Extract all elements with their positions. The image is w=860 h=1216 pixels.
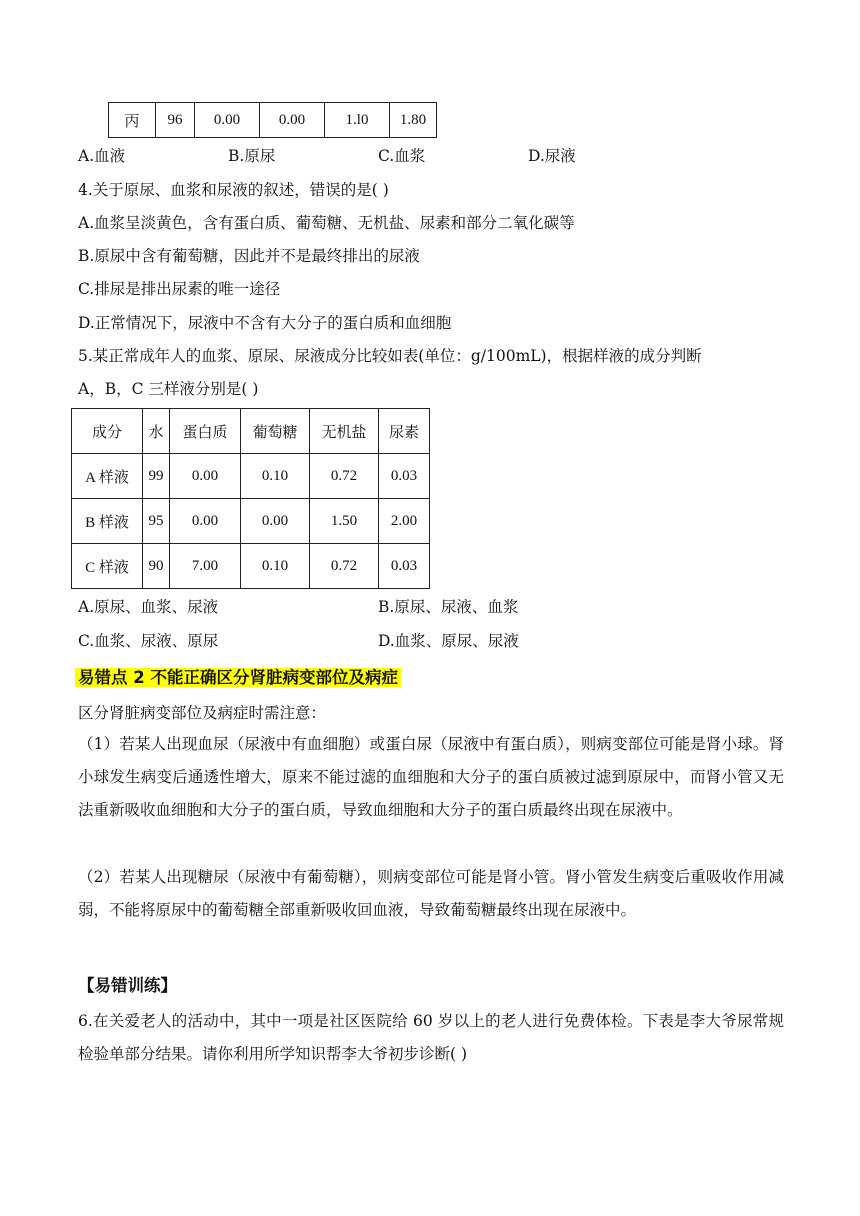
header-cell: 无机盐 bbox=[310, 409, 379, 454]
table-cell: A 样液 bbox=[72, 454, 143, 499]
q3-option-c: C.血浆 bbox=[378, 147, 426, 165]
top-table bbox=[108, 102, 437, 138]
table-cell: 0.00 bbox=[170, 499, 241, 544]
table-row bbox=[72, 499, 430, 544]
table-cell: 0.72 bbox=[310, 454, 379, 499]
table-cell: 7.00 bbox=[170, 544, 241, 589]
q4-option-c: C.排尿是排出尿素的唯一途径 bbox=[78, 280, 281, 298]
section-intro: 区分肾脏病变部位及病症时需注意： bbox=[78, 704, 327, 722]
table-cell: 0.10 bbox=[241, 544, 310, 589]
q3-option-d: D.尿液 bbox=[528, 147, 576, 165]
table-cell: B 样液 bbox=[72, 499, 143, 544]
table-row bbox=[72, 454, 430, 499]
header-cell: 蛋白质 bbox=[170, 409, 241, 454]
q5-option-a: A.原尿、血浆、尿液 bbox=[78, 598, 219, 616]
q4-option-d: D.正常情况下，尿液中不含有大分子的蛋白质和血细胞 bbox=[78, 314, 452, 332]
table-cell: 2.00 bbox=[379, 499, 430, 544]
table-cell: 99 bbox=[143, 454, 170, 499]
section-heading-wrap bbox=[75, 664, 401, 688]
header-cell: 水 bbox=[143, 409, 170, 454]
table-header-row bbox=[72, 409, 430, 454]
table-cell: 丙 bbox=[109, 103, 156, 138]
q3-option-b: B.原尿 bbox=[228, 147, 276, 165]
table-cell: 1.80 bbox=[390, 103, 437, 138]
section-heading: 易错点 2 不能正确区分肾脏病变部位及病症 bbox=[75, 668, 401, 687]
header-cell: 葡萄糖 bbox=[241, 409, 310, 454]
table-row bbox=[72, 544, 430, 589]
table-cell: 0.72 bbox=[310, 544, 379, 589]
table-cell: 0.00 bbox=[260, 103, 325, 138]
q5-option-c: C.血浆、尿液、原尿 bbox=[78, 632, 219, 650]
paragraph-2: （2）若某人出现糖尿（尿液中有葡萄糖），则病变部位可能是肾小管。肾小管发生病变后重吸收作用减弱，不能将原尿中的葡萄糖全部重新吸收回血液，导致葡萄糖最终出现在尿液中。 bbox=[78, 868, 784, 919]
table-cell: 96 bbox=[156, 103, 195, 138]
table-cell: 95 bbox=[143, 499, 170, 544]
table-cell: 0.00 bbox=[195, 103, 260, 138]
q6-stem: 6.在关爱老人的活动中，其中一项是社区医院给 60 岁以上的老人进行免费体检。下表是李大爷尿常规检验单部分结果。请你利用所学知识帮李大爷初步诊断( ) bbox=[78, 1012, 784, 1063]
q4-option-a: A.血浆呈淡黄色，含有蛋白质、葡萄糖、无机盐、尿素和部分二氧化碳等 bbox=[78, 214, 575, 232]
table-cell: 1.l0 bbox=[325, 103, 390, 138]
table-cell: C 样液 bbox=[72, 544, 143, 589]
q3-option-a: A.血液 bbox=[78, 147, 126, 165]
table-row bbox=[109, 103, 437, 138]
table-cell: 0.00 bbox=[170, 454, 241, 499]
table-cell: 0.03 bbox=[379, 544, 430, 589]
q5-option-d: D.血浆、原尿、尿液 bbox=[378, 632, 519, 650]
sample-table bbox=[71, 408, 430, 589]
header-cell: 尿素 bbox=[379, 409, 430, 454]
training-heading: 【易错训练】 bbox=[78, 976, 177, 995]
q4-stem: 4.关于原尿、血浆和尿液的叙述，错误的是( ) bbox=[78, 181, 389, 199]
table-cell: 1.50 bbox=[310, 499, 379, 544]
q4-option-b: B.原尿中含有葡萄糖，因此并不是最终排出的尿液 bbox=[78, 247, 420, 265]
header-cell: 成分 bbox=[72, 409, 143, 454]
paragraph-1: （1）若某人出现血尿（尿液中有血细胞）或蛋白尿（尿液中有蛋白质），则病变部位可能是肾小球。肾小球发生病变后通透性增大，原来不能过滤的血细胞和大分子的蛋白质被过滤到原尿中，而肾小管又无法重新吸收血细胞和大分子的蛋白质，导致血细胞和大分子的蛋白质最终出现在尿液中。 bbox=[78, 735, 784, 819]
q5-option-b: B.原尿、尿液、血浆 bbox=[378, 598, 519, 616]
table-cell: 0.10 bbox=[241, 454, 310, 499]
q5-stem-line1: 5.某正常成年人的血浆、原尿、尿液成分比较如表(单位：g/100mL)，根据样液的成分判断 bbox=[78, 347, 702, 365]
table-cell: 90 bbox=[143, 544, 170, 589]
table-cell: 0.03 bbox=[379, 454, 430, 499]
q5-stem-line2: A，B，C 三样液分别是( ) bbox=[78, 380, 259, 398]
table-cell: 0.00 bbox=[241, 499, 310, 544]
